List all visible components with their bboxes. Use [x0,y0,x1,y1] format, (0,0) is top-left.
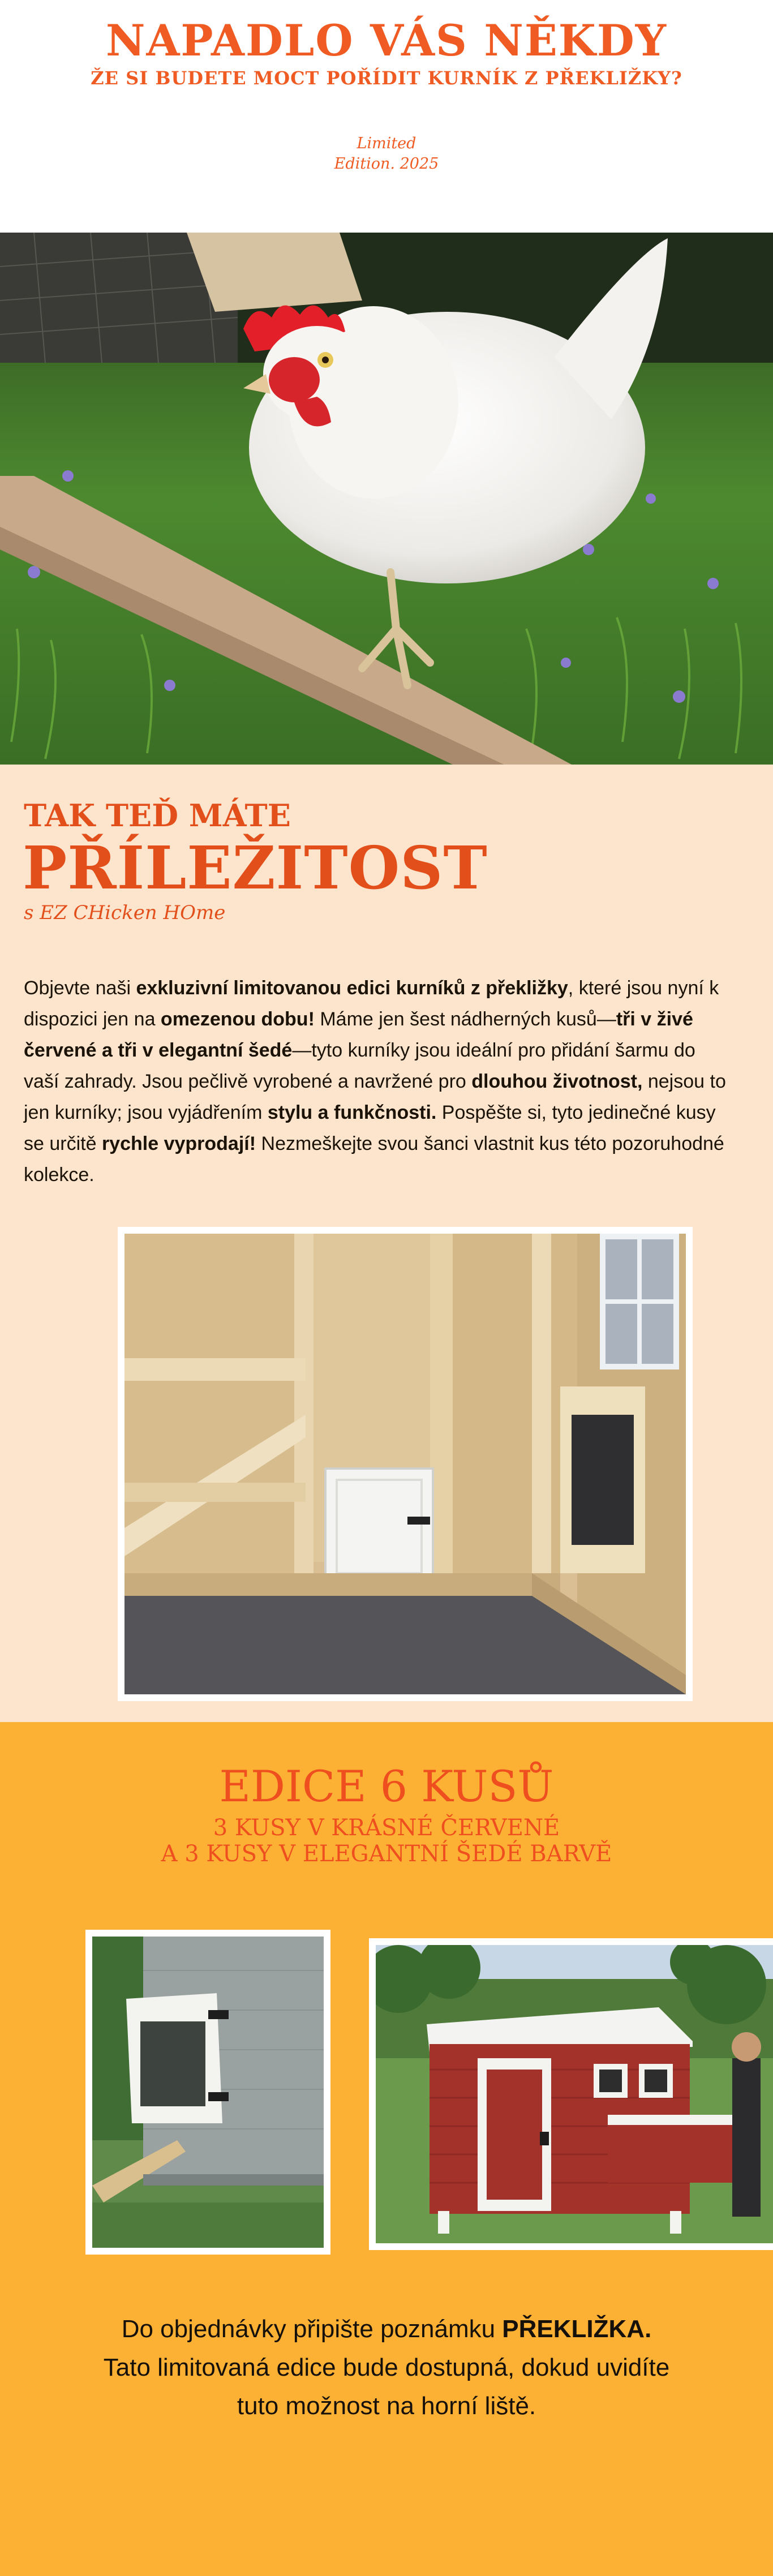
opportunity-headline: PŘÍLEŽITOST [23,833,488,903]
order-note-line-2: Tato limitovaná edice bude dostupná, dokud uvidíte [103,2354,670,2381]
grey-coop-photo-frame [85,1930,330,2255]
edition-line-grey: A 3 KUSY V ELEGANTNÍ ŠEDÉ BARVĚ [161,1841,612,1867]
opportunity-kicker: TAK TEĎ MÁTE [24,797,291,834]
hero-photo [0,233,773,765]
body-bold-part: tři v živé červené a tři v elegantní šedé [24,1008,693,1061]
coop-interior-photo-frame [118,1227,693,1701]
grey-coop-photo [92,1937,324,2248]
body-text-part: Pospěšte si, tyto jedinečné kusy se určitě [24,1102,716,1154]
body-text-part: —tyto kurníky jsou ideální pro přidání šarmu do vaší zahrady. Jsou pečlivě vyrobené a navržené pro [24,1040,695,1092]
limited-edition-label [302,134,471,174]
order-note-line-3: tuto možnost na horní liště. [237,2392,536,2420]
coop-interior-photo [124,1234,686,1694]
brand-byline: s EZ CHicken HOme [24,901,226,924]
order-note-text: Do objednávky připište poznámku [121,2315,503,2343]
body-text-part: Objevte naši [24,977,136,999]
body-bold-part: rychle vyprodají! [101,1133,256,1154]
opportunity-body-text [24,973,731,1191]
body-text-part: Nezmeškejte svou šanci vlastnit kus této pozoruhodné kolekce. [24,1133,724,1186]
body-text-part: , které jsou nyní k dispozici jen na [24,977,719,1030]
page-subtitle: ŽE SI BUDETE MOCT POŘÍDIT KURNÍK Z PŘEKLIŽKY? [91,67,682,89]
red-coop-illustration [376,1945,773,2243]
edition-title: EDICE 6 KUSŮ [219,1761,554,1811]
page-title: NAPADLO VÁS NĚKDY [105,15,667,66]
grey-coop-illustration [92,1937,324,2248]
body-bold-part: stylu a funkčnosti. [267,1102,437,1123]
body-bold-part: dlouhou životnost, [471,1071,643,1092]
opportunity-section [0,765,773,1722]
limited-line-2: Edition. 2025 [334,155,439,173]
body-text-part: nejsou to jen kurníky; jsou vyjádřením [24,1071,726,1123]
edition-section [0,1722,773,2576]
red-coop-photo [376,1945,773,2243]
body-text-part: Máme jen šest nádherných kusů— [314,1008,616,1030]
red-coop-photo-frame [369,1938,773,2250]
order-note-line-1 [0,2311,773,2348]
body-bold-part: omezenou dobu! [160,1008,315,1030]
edition-line-red: 3 KUSY V KRÁSNÉ ČERVENÉ [213,1815,560,1841]
limited-line-1: Limited [357,135,416,152]
header-section [0,0,773,233]
hen-photo-illustration [0,233,773,765]
coop-interior-illustration [124,1234,686,1694]
body-bold-part: exkluzivní limitovanou edici kurníků z překližky [136,977,568,999]
order-note-keyword: PŘEKLIŽKA. [502,2315,652,2343]
